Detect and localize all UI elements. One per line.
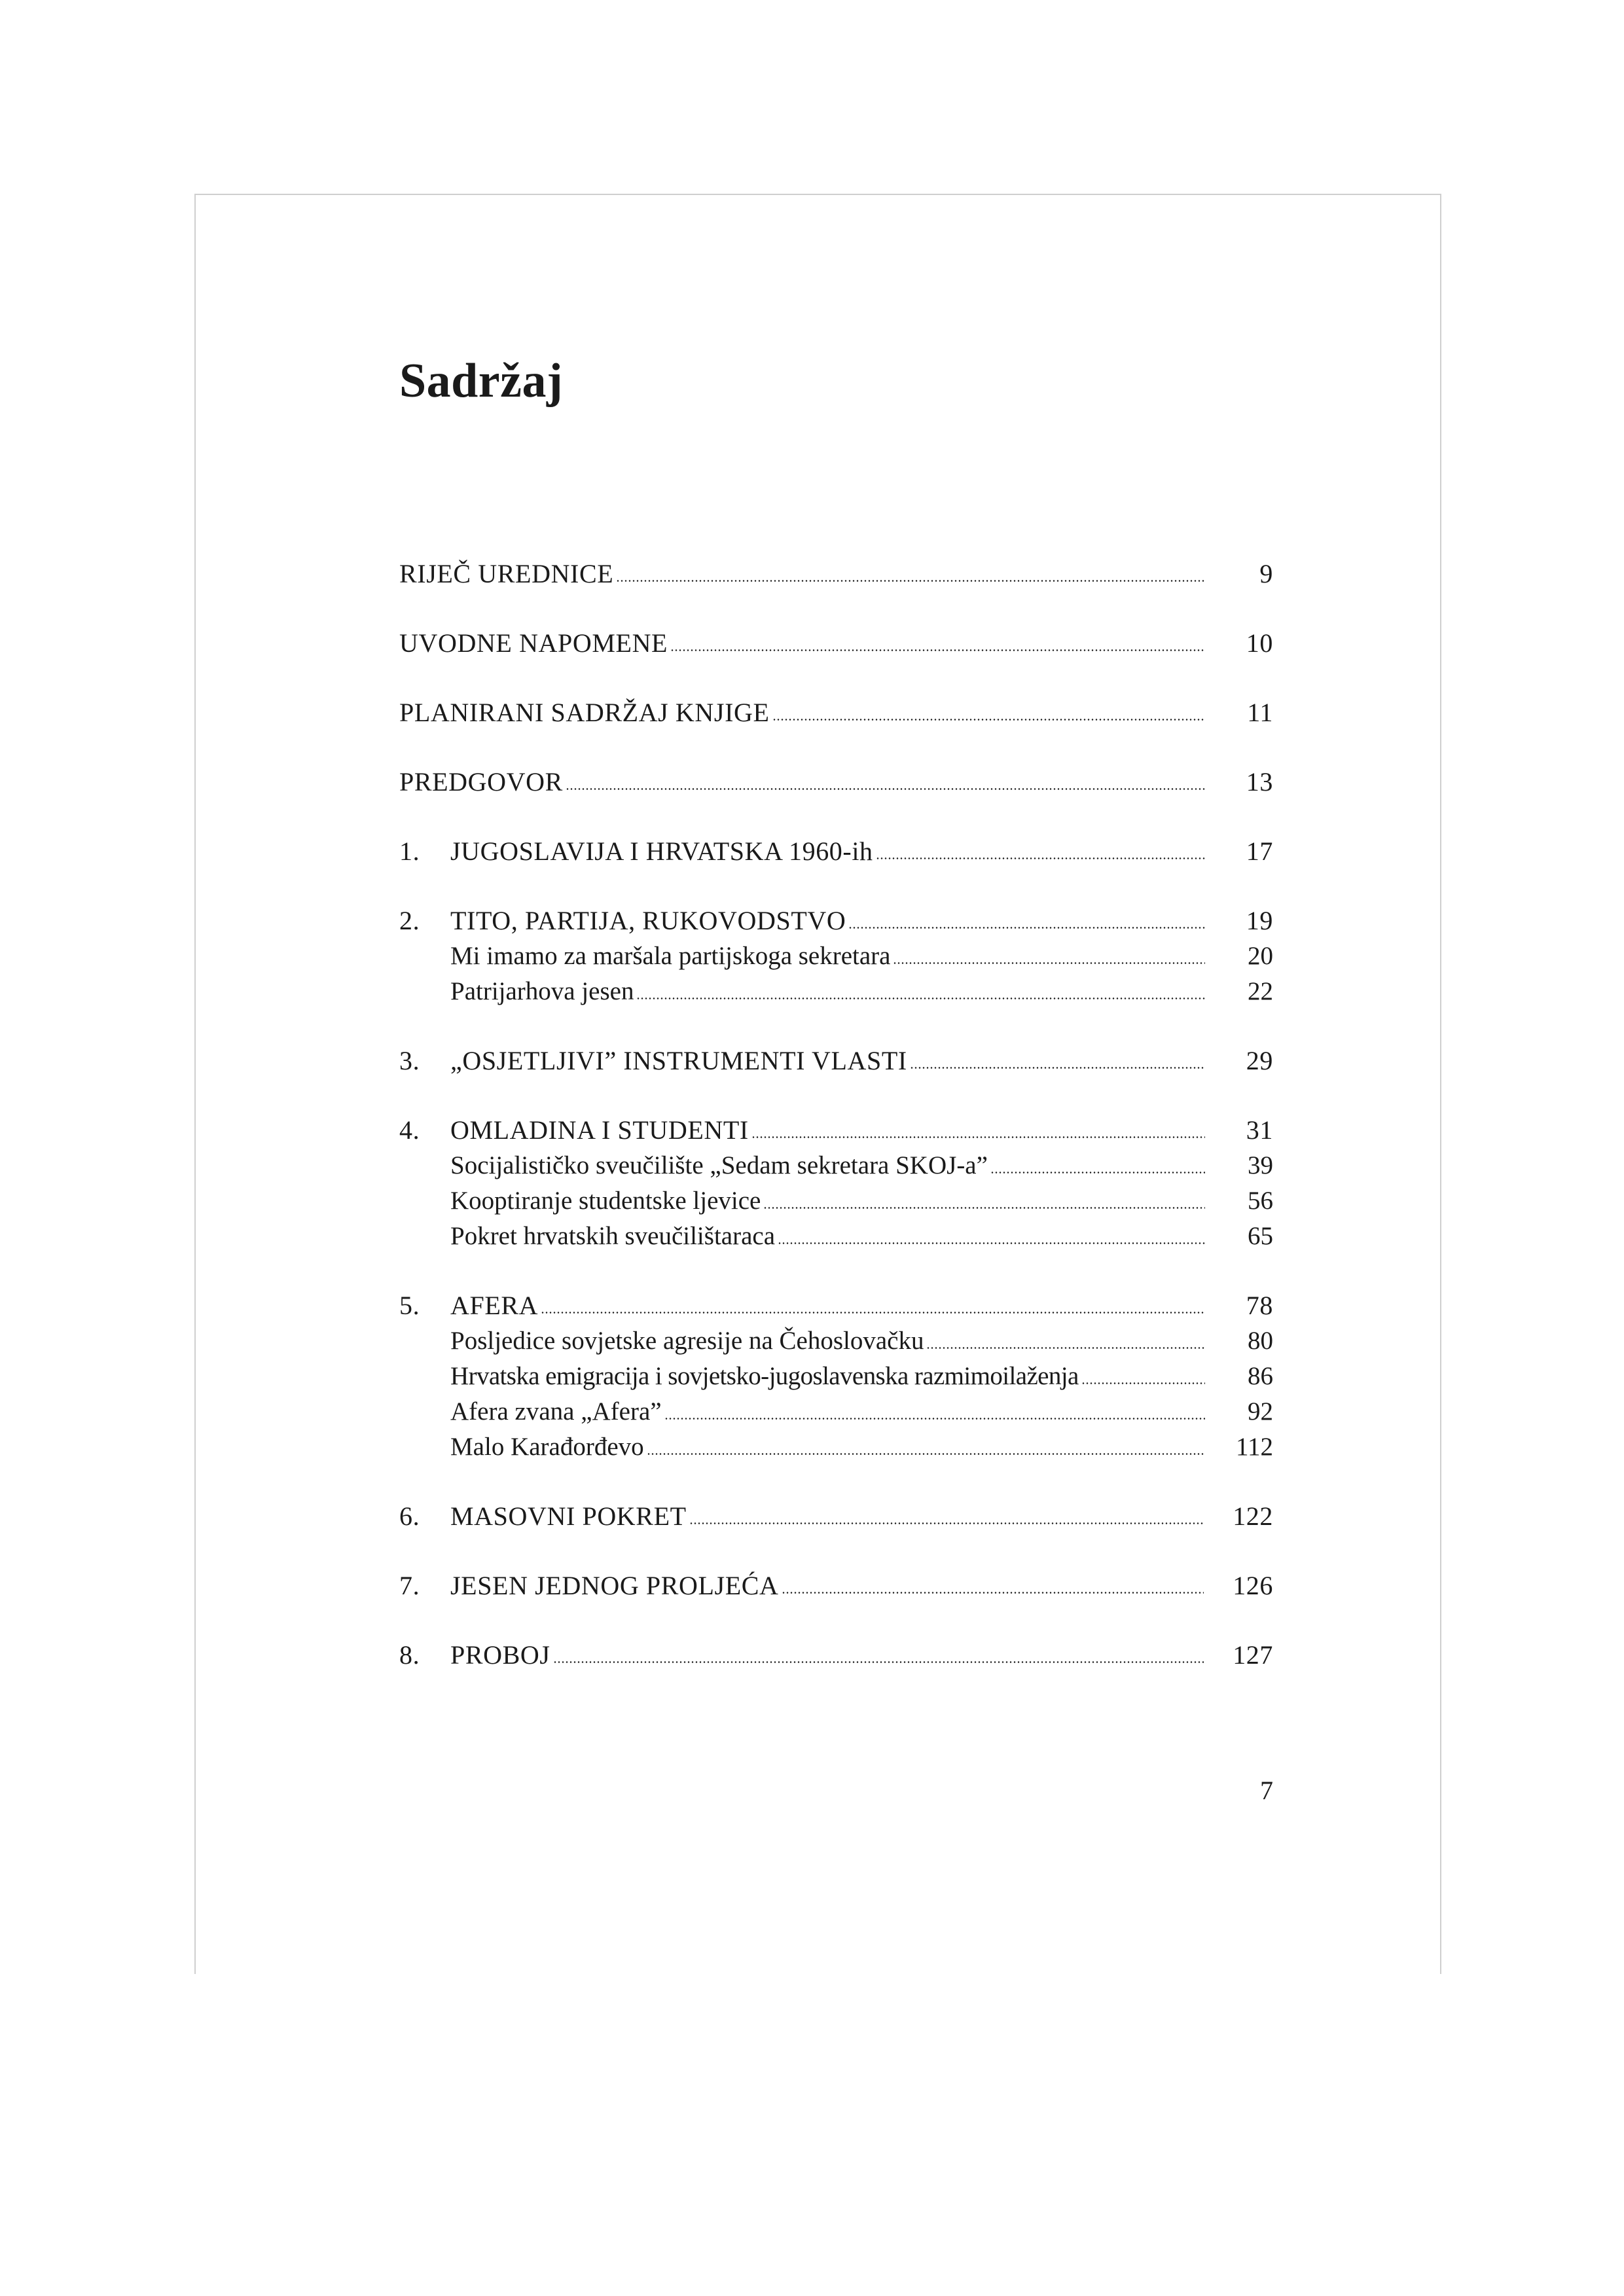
dot-leader xyxy=(990,1172,1205,1174)
table-of-contents xyxy=(399,556,1273,1673)
toc-entry[interactable] xyxy=(399,764,1273,800)
toc-subsection[interactable] xyxy=(399,974,1273,1009)
toc-chapter[interactable] xyxy=(399,834,1273,869)
dot-leader xyxy=(848,927,1205,929)
dot-leader xyxy=(566,788,1205,790)
dot-leader xyxy=(876,857,1205,859)
toc-page-number: 31 xyxy=(1246,1115,1273,1145)
toc-subsection[interactable] xyxy=(399,1148,1273,1183)
chapter-number: 3. xyxy=(399,1046,420,1075)
toc-chapter[interactable] xyxy=(399,1043,1273,1079)
chapter-number: 4. xyxy=(399,1115,420,1145)
toc-entry-title: Kooptiranje studentske ljevice xyxy=(450,1187,761,1215)
dot-leader xyxy=(616,580,1205,582)
toc-page-number: 80 xyxy=(1248,1327,1273,1355)
toc-page-number: 13 xyxy=(1246,767,1273,797)
dot-leader xyxy=(689,1522,1204,1524)
toc-entry[interactable] xyxy=(399,695,1273,730)
toc-page-number: 20 xyxy=(1248,942,1273,970)
toc-chapter[interactable] xyxy=(399,903,1273,939)
toc-page-number: 19 xyxy=(1246,906,1273,935)
toc-entry-title: PLANIRANI SADRŽAJ KNJIGE xyxy=(399,698,770,727)
dot-leader xyxy=(553,1661,1204,1663)
toc-page-number: 112 xyxy=(1235,1433,1273,1461)
toc-subsection[interactable] xyxy=(399,1359,1273,1394)
toc-page-number: 29 xyxy=(1246,1046,1273,1075)
toc-entry-title: Patrijarhova jesen xyxy=(450,977,634,1005)
toc-entry-title: PREDGOVOR xyxy=(399,767,563,797)
toc-subsection[interactable] xyxy=(399,939,1273,974)
toc-page-number: 22 xyxy=(1248,977,1273,1005)
chapter-number: 2. xyxy=(399,906,420,935)
page-title: Sadržaj xyxy=(399,354,564,408)
toc-entry-title: Socijalističko sveučilište „Sedam sekretara SKOJ-a” xyxy=(450,1151,988,1179)
chapter-number: 6. xyxy=(399,1501,420,1531)
toc-page-number: 122 xyxy=(1233,1501,1273,1531)
toc-page-number: 127 xyxy=(1233,1640,1273,1670)
dot-leader xyxy=(778,1242,1205,1244)
toc-entry-title: Mi imamo za maršala partijskoga sekretara xyxy=(450,942,891,970)
toc-page-number: 9 xyxy=(1259,559,1273,588)
toc-chapter[interactable] xyxy=(399,1288,1273,1323)
toc-page-number: 126 xyxy=(1233,1571,1273,1600)
toc-entry[interactable] xyxy=(399,626,1273,661)
toc-entry-title: Malo Karađorđevo xyxy=(450,1433,644,1461)
dot-leader xyxy=(647,1453,1205,1455)
toc-page-number: 78 xyxy=(1246,1291,1273,1320)
toc-entry[interactable] xyxy=(399,556,1273,592)
toc-subsection[interactable] xyxy=(399,1323,1273,1359)
toc-entry-title: Hrvatska emigracija i sovjetsko-jugoslavenska razmimoilaženja xyxy=(450,1362,1079,1390)
toc-entry-title: Pokret hrvatskih sveučilištaraca xyxy=(450,1222,776,1250)
toc-subsection[interactable] xyxy=(399,1219,1273,1254)
toc-entry-title: UVODNE NAPOMENE xyxy=(399,628,668,658)
dot-leader xyxy=(751,1136,1205,1138)
dot-leader xyxy=(636,997,1205,999)
toc-page-number: 92 xyxy=(1248,1397,1273,1426)
toc-page-number: 56 xyxy=(1248,1187,1273,1215)
toc-entry-title: Posljedice sovjetske agresije na Čehoslovačku xyxy=(450,1327,924,1355)
toc-entry-title: MASOVNI POKRET xyxy=(450,1501,687,1531)
toc-page-number: 65 xyxy=(1248,1222,1273,1250)
toc-entry-title: PROBOJ xyxy=(450,1640,550,1670)
page-number: 7 xyxy=(1260,1776,1273,1805)
toc-chapter[interactable] xyxy=(399,1568,1273,1604)
toc-chapter[interactable] xyxy=(399,1638,1273,1673)
toc-subsection[interactable] xyxy=(399,1394,1273,1429)
toc-entry-title: RIJEČ UREDNICE xyxy=(399,559,614,588)
toc-chapter[interactable] xyxy=(399,1499,1273,1534)
dot-leader xyxy=(664,1418,1205,1420)
dot-leader xyxy=(772,719,1205,721)
dot-leader xyxy=(1081,1382,1205,1384)
toc-page-number: 10 xyxy=(1246,628,1273,658)
toc-entry-title: JUGOSLAVIJA I HRVATSKA 1960-ih xyxy=(450,836,873,866)
toc-entry-title: Afera zvana „Afera” xyxy=(450,1397,662,1426)
dot-leader xyxy=(910,1067,1205,1069)
chapter-number: 1. xyxy=(399,836,420,866)
toc-chapter[interactable] xyxy=(399,1113,1273,1148)
toc-subsection[interactable] xyxy=(399,1429,1273,1465)
toc-entry-title: TITO, PARTIJA, RUKOVODSTVO xyxy=(450,906,846,935)
dot-leader xyxy=(763,1207,1205,1209)
chapter-number: 5. xyxy=(399,1291,420,1320)
dot-leader xyxy=(926,1347,1205,1349)
dot-leader xyxy=(541,1312,1205,1314)
toc-entry-title: „OSJETLJIVI” INSTRUMENTI VLASTI xyxy=(450,1046,907,1075)
toc-page-number: 39 xyxy=(1248,1151,1273,1179)
toc-entry-title: AFERA xyxy=(450,1291,539,1320)
dot-leader xyxy=(893,962,1205,964)
toc-page-number: 11 xyxy=(1247,698,1273,727)
toc-entry-title: OMLADINA I STUDENTI xyxy=(450,1115,749,1145)
toc-entry-title: JESEN JEDNOG PROLJEĆA xyxy=(450,1571,779,1600)
chapter-number: 8. xyxy=(399,1640,420,1670)
toc-page-number: 17 xyxy=(1246,836,1273,866)
dot-leader xyxy=(670,649,1205,651)
chapter-number: 7. xyxy=(399,1571,420,1600)
toc-page-number: 86 xyxy=(1248,1362,1273,1390)
dot-leader xyxy=(782,1592,1204,1594)
toc-subsection[interactable] xyxy=(399,1183,1273,1219)
